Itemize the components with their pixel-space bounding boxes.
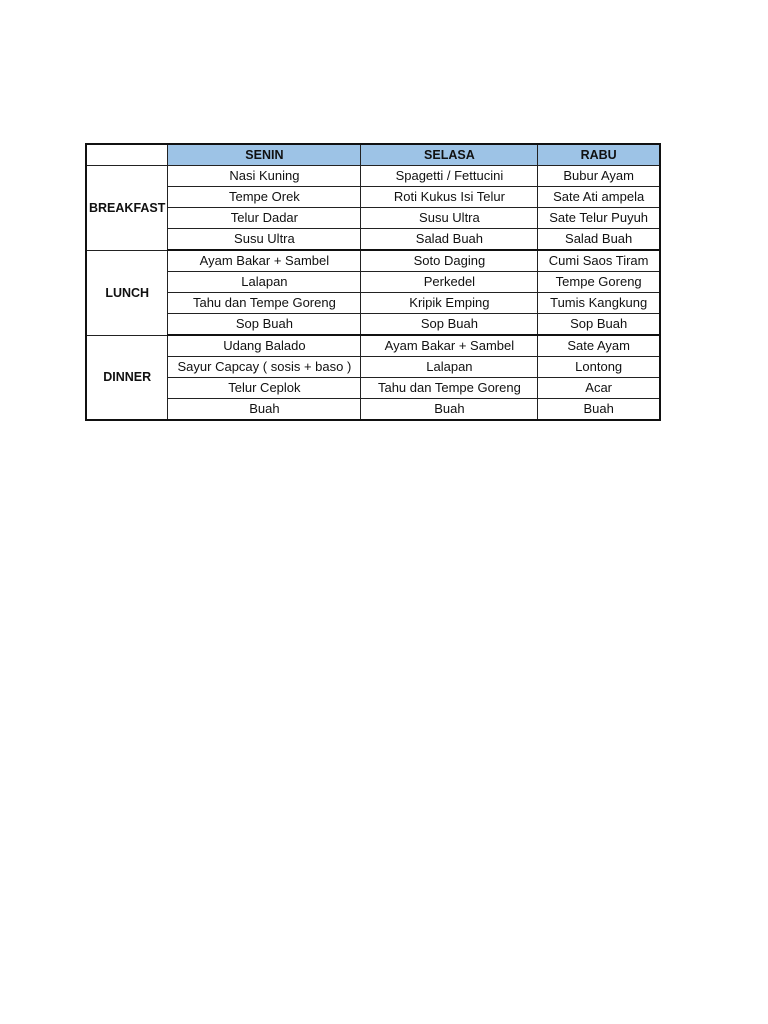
- table-cell: Sayur Capcay ( sosis + baso ): [168, 357, 361, 378]
- table-cell: Buah: [538, 399, 660, 421]
- table-cell: Telur Dadar: [168, 208, 361, 229]
- table-row: [86, 399, 660, 421]
- table-cell: Susu Ultra: [361, 208, 538, 229]
- meal-label-breakfast: BREAKFAST: [86, 166, 168, 251]
- table-cell: Spagetti / Fettucini: [361, 166, 538, 187]
- table-cell: Salad Buah: [538, 229, 660, 251]
- table-cell: Buah: [168, 399, 361, 421]
- header-row: [86, 144, 660, 166]
- table-cell: Nasi Kuning: [168, 166, 361, 187]
- table-cell: Cumi Saos Tiram: [538, 250, 660, 272]
- table-cell: Salad Buah: [361, 229, 538, 251]
- table-cell: Bubur Ayam: [538, 166, 660, 187]
- table-cell: Udang Balado: [168, 335, 361, 357]
- table-cell: Perkedel: [361, 272, 538, 293]
- header-selasa: SELASA: [361, 144, 538, 166]
- table-cell: Sate Ayam: [538, 335, 660, 357]
- table-row: [86, 293, 660, 314]
- table-row: [86, 250, 660, 272]
- table-cell: Telur Ceplok: [168, 378, 361, 399]
- table-cell: Lalapan: [361, 357, 538, 378]
- table-cell: Roti Kukus Isi Telur: [361, 187, 538, 208]
- table-cell: Sop Buah: [168, 314, 361, 336]
- table-cell: Ayam Bakar + Sambel: [361, 335, 538, 357]
- table-row: [86, 166, 660, 187]
- meal-label-lunch: LUNCH: [86, 250, 168, 335]
- header-corner-cell: [86, 144, 168, 166]
- table-cell: Sate Ati ampela: [538, 187, 660, 208]
- table-cell: Sop Buah: [538, 314, 660, 336]
- table-row: [86, 229, 660, 251]
- table-row: [86, 335, 660, 357]
- table-cell: Tahu dan Tempe Goreng: [361, 378, 538, 399]
- table-cell: Lontong: [538, 357, 660, 378]
- table-cell: Tempe Goreng: [538, 272, 660, 293]
- menu-table: [85, 143, 661, 421]
- table-row: [86, 187, 660, 208]
- table-row: [86, 208, 660, 229]
- table-cell: Acar: [538, 378, 660, 399]
- table-cell: Kripik Emping: [361, 293, 538, 314]
- table-cell: Ayam Bakar + Sambel: [168, 250, 361, 272]
- table-cell: Tempe Orek: [168, 187, 361, 208]
- table-cell: Susu Ultra: [168, 229, 361, 251]
- table-row: [86, 378, 660, 399]
- table-cell: Sate Telur Puyuh: [538, 208, 660, 229]
- table-cell: Tahu dan Tempe Goreng: [168, 293, 361, 314]
- meal-label-dinner: DINNER: [86, 335, 168, 420]
- table-cell: Lalapan: [168, 272, 361, 293]
- table-row: [86, 357, 660, 378]
- header-rabu: RABU: [538, 144, 660, 166]
- table-cell: Tumis Kangkung: [538, 293, 660, 314]
- header-senin: SENIN: [168, 144, 361, 166]
- table-cell: Soto Daging: [361, 250, 538, 272]
- table-cell: Buah: [361, 399, 538, 421]
- table-cell: Sop Buah: [361, 314, 538, 336]
- table-row: [86, 314, 660, 336]
- table-row: [86, 272, 660, 293]
